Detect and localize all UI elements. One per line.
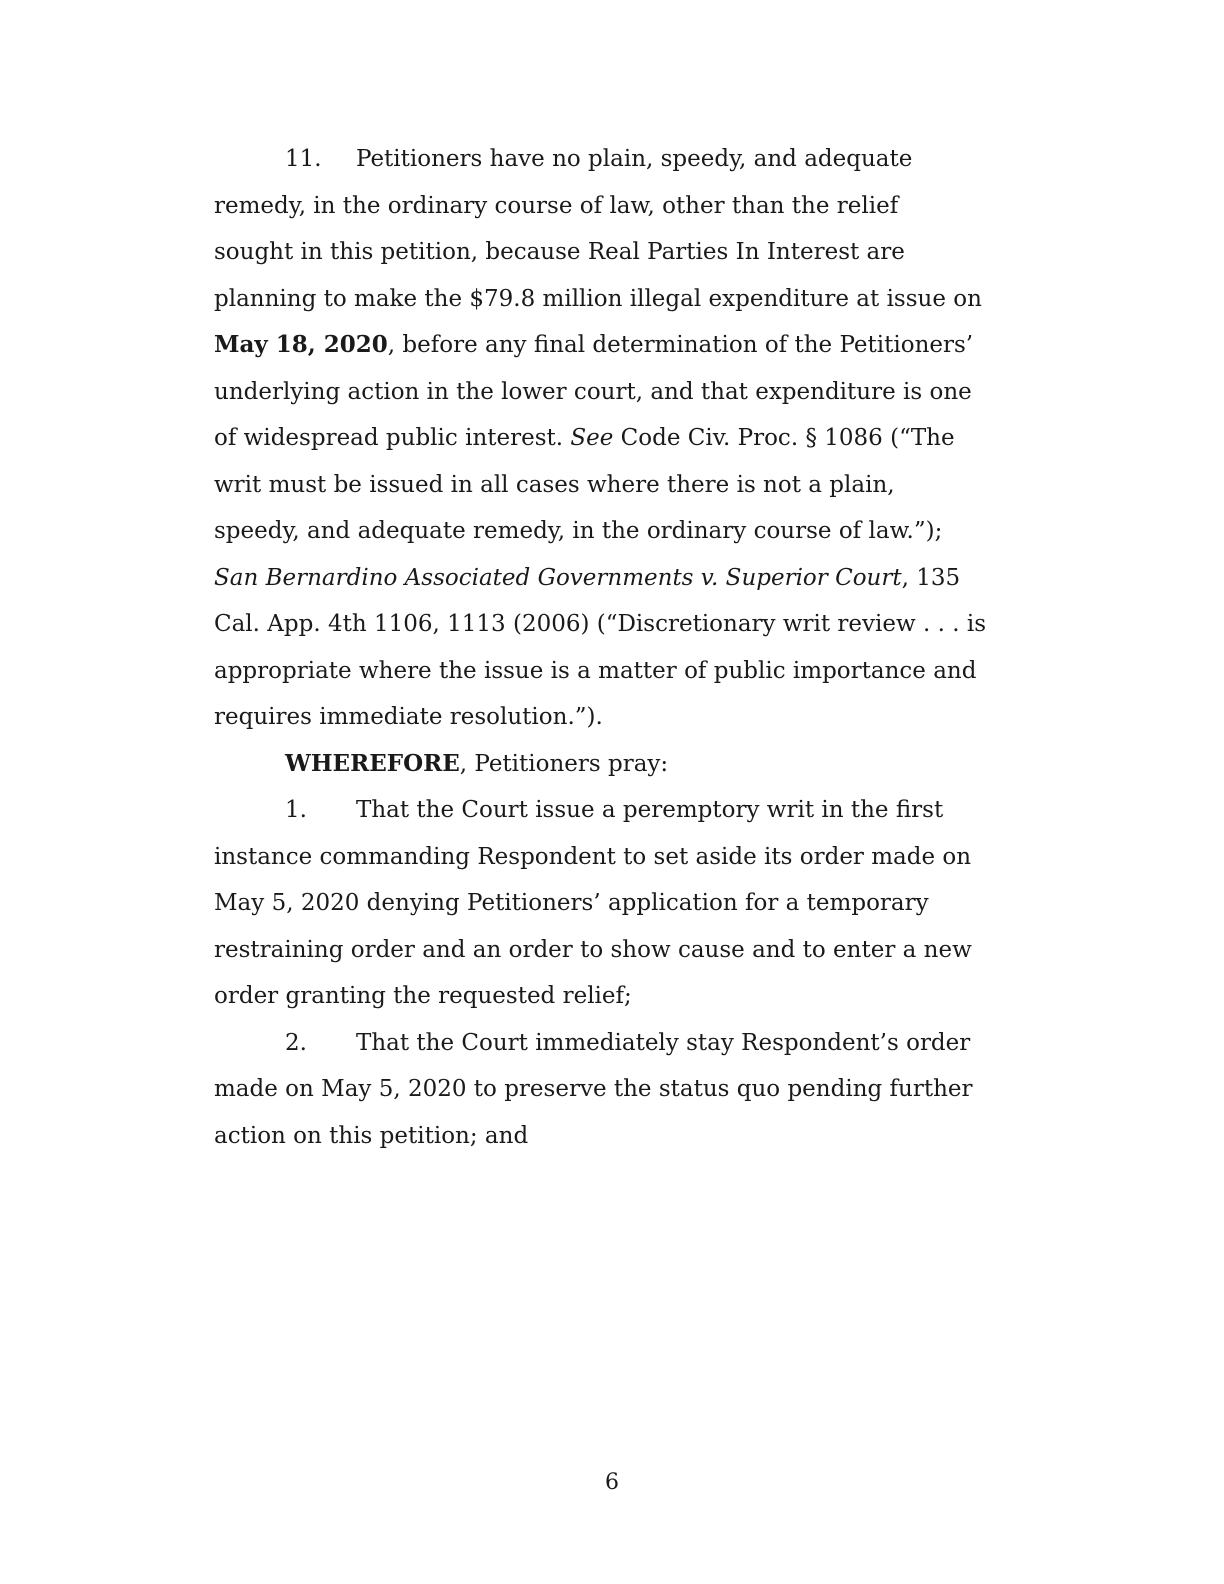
paragraph-11-line-4: planning to make the $79.8 million illegal expenditure at issue on	[214, 285, 982, 312]
paragraph-number: 11.	[285, 146, 322, 172]
prayer-2-line-3: action on this petition; and	[214, 1122, 529, 1149]
paragraph-text: , before any final determination of the Petitioners’	[387, 332, 974, 358]
wherefore-heading: WHEREFORE	[285, 749, 460, 777]
paragraph-11-line-3: sought in this petition, because Real Parties In Interest are	[214, 239, 905, 265]
paragraph-text: , Petitioners pray:	[459, 750, 669, 777]
paragraph-11-line-13: requires immediate resolution.”).	[214, 704, 603, 730]
prayer-number: 2.	[285, 1029, 307, 1056]
paragraph-11-line-6: underlying action in the lower court, and that expenditure is one	[214, 378, 972, 405]
prayer-1-line-4: restraining order and an order to show cause and to enter a new	[214, 936, 972, 963]
paragraph-text: Code Civ. Proc. § 1086 (“The	[613, 425, 955, 451]
prayer-1-line-1	[214, 787, 1004, 834]
paragraph-11-line-5	[214, 322, 1004, 369]
paragraph-11-line-12: appropriate where the issue is a matter of public importance and	[214, 657, 977, 684]
page-number: 6	[605, 1470, 619, 1495]
paragraph-text: Petitioners have no plain, speedy, and adequate	[356, 146, 913, 172]
case-name: San Bernardino Associated Governments v. Superior Court	[214, 564, 902, 591]
paragraph-11-line-8: writ must be issued in all cases where there is not a plain,	[214, 471, 895, 498]
prayer-number: 1.	[285, 797, 307, 823]
paragraph-text: of widespread public interest.	[214, 425, 571, 451]
document-body	[214, 136, 1004, 1159]
prayer-1-line-5: order granting the requested relief;	[214, 983, 632, 1009]
paragraph-11-line-10	[214, 555, 1004, 602]
paragraph-11-line-2: remedy, in the ordinary course of law, other than the relief	[214, 192, 899, 219]
paragraph-text: That the Court issue a peremptory writ in the first	[356, 797, 944, 823]
prayer-2-line-2: made on May 5, 2020 to preserve the status quo pending further	[214, 1076, 973, 1102]
paragraph-text: , 135	[901, 564, 961, 591]
paragraph-text: That the Court immediately stay Respondent’s order	[356, 1029, 971, 1056]
paragraph-11-line-9: speedy, and adequate remedy, in the ordinary course of law.”);	[214, 518, 943, 544]
prayer-1-line-2: instance commanding Respondent to set aside its order made on	[214, 843, 972, 870]
paragraph-11-line-1	[214, 136, 1004, 183]
emphasized-date: May 18, 2020	[214, 331, 388, 358]
prayer-2-line-1	[214, 1020, 1004, 1067]
citation-signal: See	[570, 425, 614, 451]
prayer-1-line-3: May 5, 2020 denying Petitioners’ application for a temporary	[214, 890, 929, 916]
paragraph-11-line-7	[214, 415, 1004, 462]
wherefore-line	[214, 741, 1004, 788]
paragraph-11-line-11: Cal. App. 4th 1106, 1113 (2006) (“Discretionary writ review . . . is	[214, 611, 987, 637]
